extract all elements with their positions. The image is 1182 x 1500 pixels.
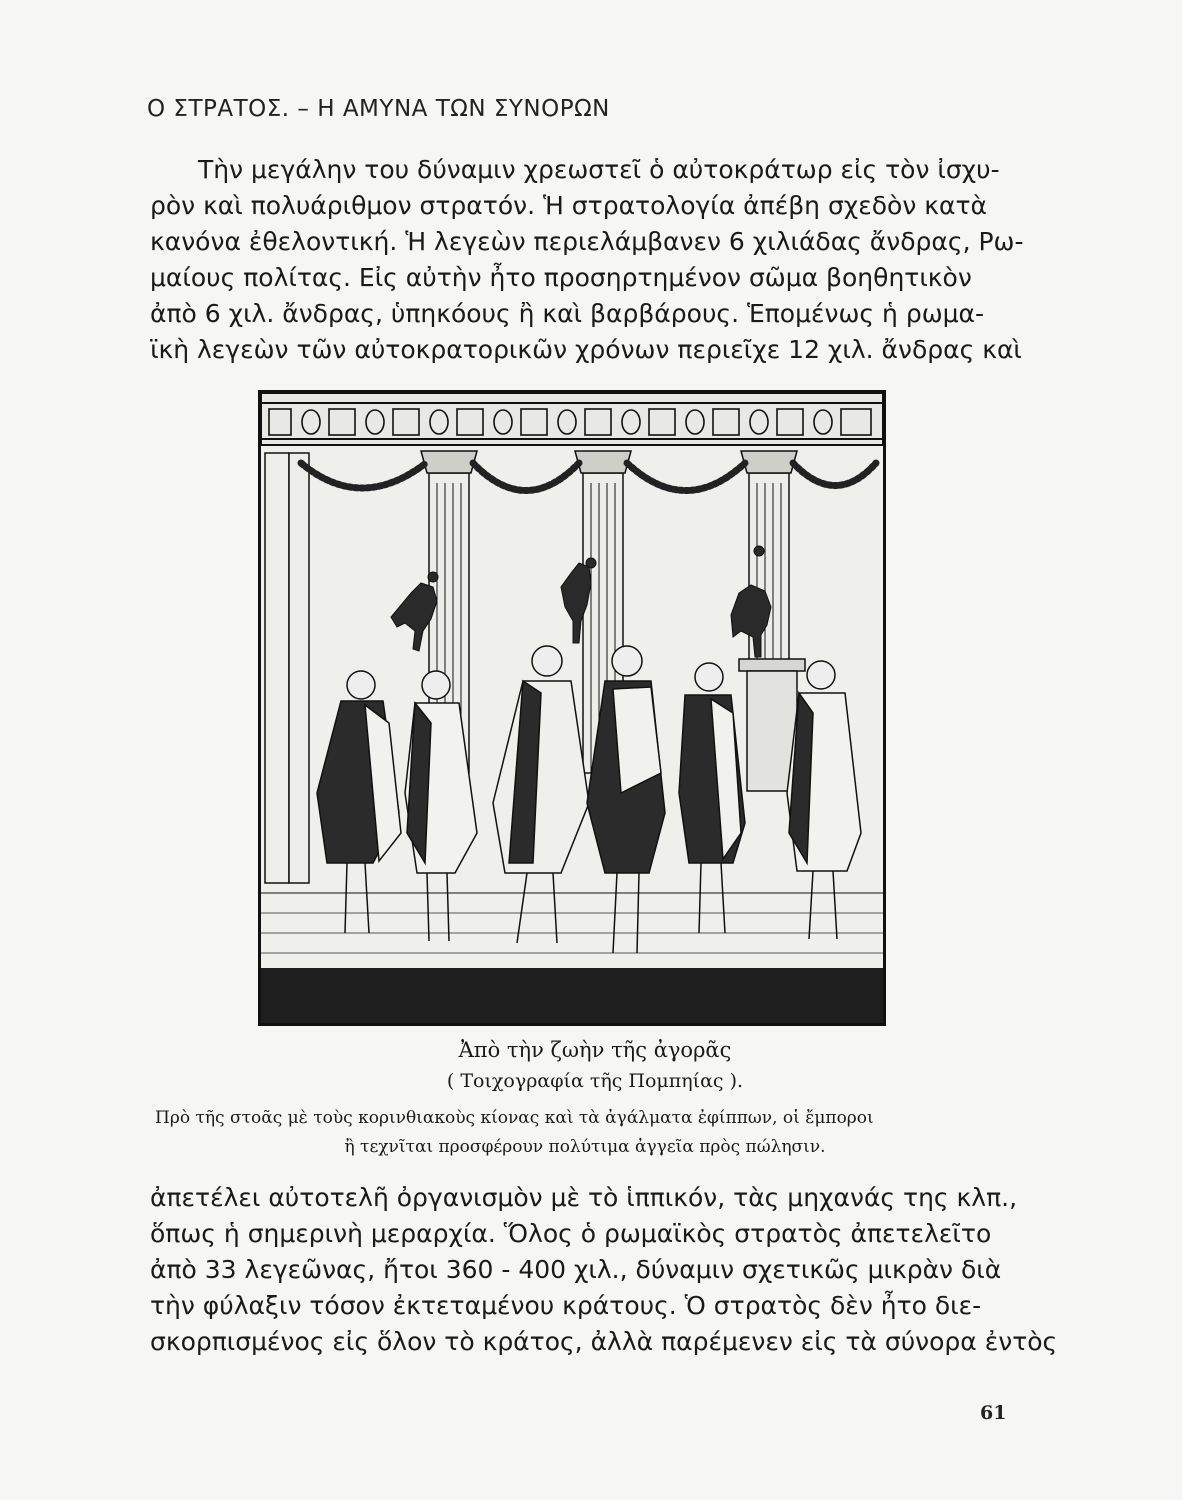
text-line: ϊκὴ λεγεὼν τῶν αὐτοκρατορικῶν χρόνων περιεῖχε 12 χιλ. ἄνδρας καὶ — [150, 335, 1022, 364]
text-line: ὅπως ἡ σημερινὴ μεραρχία. Ὅλος ὁ ρωμαϊκὸς στρατὸς ἀπετελεῖτο — [150, 1219, 992, 1248]
body-paragraph-1 — [150, 152, 1024, 368]
text-line: κανόνα ἐθελοντική. Ἡ λεγεὼν περιελάμβανεν 6 χιλιάδας ἄνδρας, Ρω- — [150, 227, 1024, 256]
caption-title-text: Ἀπὸ τὴν ζωὴν τῆς ἀγορᾶς — [458, 1038, 732, 1062]
text-line: τὴν φύλαξιν τόσον ἐκτεταμένου κράτους. Ὁ στρατὸς δὲν ἦτο διε- — [150, 1291, 982, 1320]
caption-source-text: ( Τοιχογραφία τῆς Πομπηίας ). — [446, 1070, 744, 1092]
figure-caption-title — [0, 1038, 1182, 1062]
caption-desc-line: ἢ τεχνῖται προσφέρουν πολύτιμα ἀγγεῖα πρὸς πώλησιν. — [344, 1137, 826, 1157]
text-line: Τὴν μεγάλην του δύναμιν χρεωστεῖ ὁ αὐτοκράτωρ εἰς τὸν ἰσχυ- — [198, 155, 1000, 184]
figure-caption-description — [155, 1104, 1015, 1162]
running-head: Ο ΣΤΡΑΤΟΣ. – Η ΑΜΥΝΑ ΤΩΝ ΣΥΝΟΡΩΝ — [147, 96, 610, 122]
text-line: ἀπὸ 33 λεγεῶνας, ἤτοι 360 - 400 χιλ., δύναμιν σχετικῶς μικρὰν διὰ — [150, 1255, 1002, 1284]
page-number: 61 — [980, 1402, 1007, 1424]
figure-caption-source — [0, 1070, 1182, 1092]
text-line: ἀπὸ 6 χιλ. ἄνδρας, ὑπηκόους ἢ καὶ βαρβάρους. Ἑπομένως ἡ ρωμα- — [150, 299, 985, 328]
body-paragraph-2 — [150, 1180, 1058, 1360]
caption-desc-line: Πρὸ τῆς στοᾶς μὲ τοὺς κορινθιακοὺς κίονας καὶ τὰ ἀγάλματα ἐφίππων, οἱ ἔμποροι — [155, 1108, 874, 1128]
text-line: σκορπισμένος εἰς ὅλον τὸ κράτος, ἀλλὰ παρέμενεν εἰς τὰ σύνορα ἐντὸς — [150, 1327, 1058, 1356]
text-line: ρὸν καὶ πολυάριθμον στρατόν. Ἡ στρατολογία ἀπέβη σχεδὸν κατὰ — [150, 191, 987, 220]
pompeii-fresco-illustration — [258, 390, 886, 1026]
text-line: ἀπετέλει αὐτοτελῆ ὀργανισμὸν μὲ τὸ ἱππικόν, τὰς μηχανάς της κλπ., — [150, 1183, 1018, 1212]
text-line: μαίους πολίτας. Εἰς αὐτὴν ἦτο προσηρτημένον σῶμα βοηθητικὸν — [150, 263, 972, 292]
